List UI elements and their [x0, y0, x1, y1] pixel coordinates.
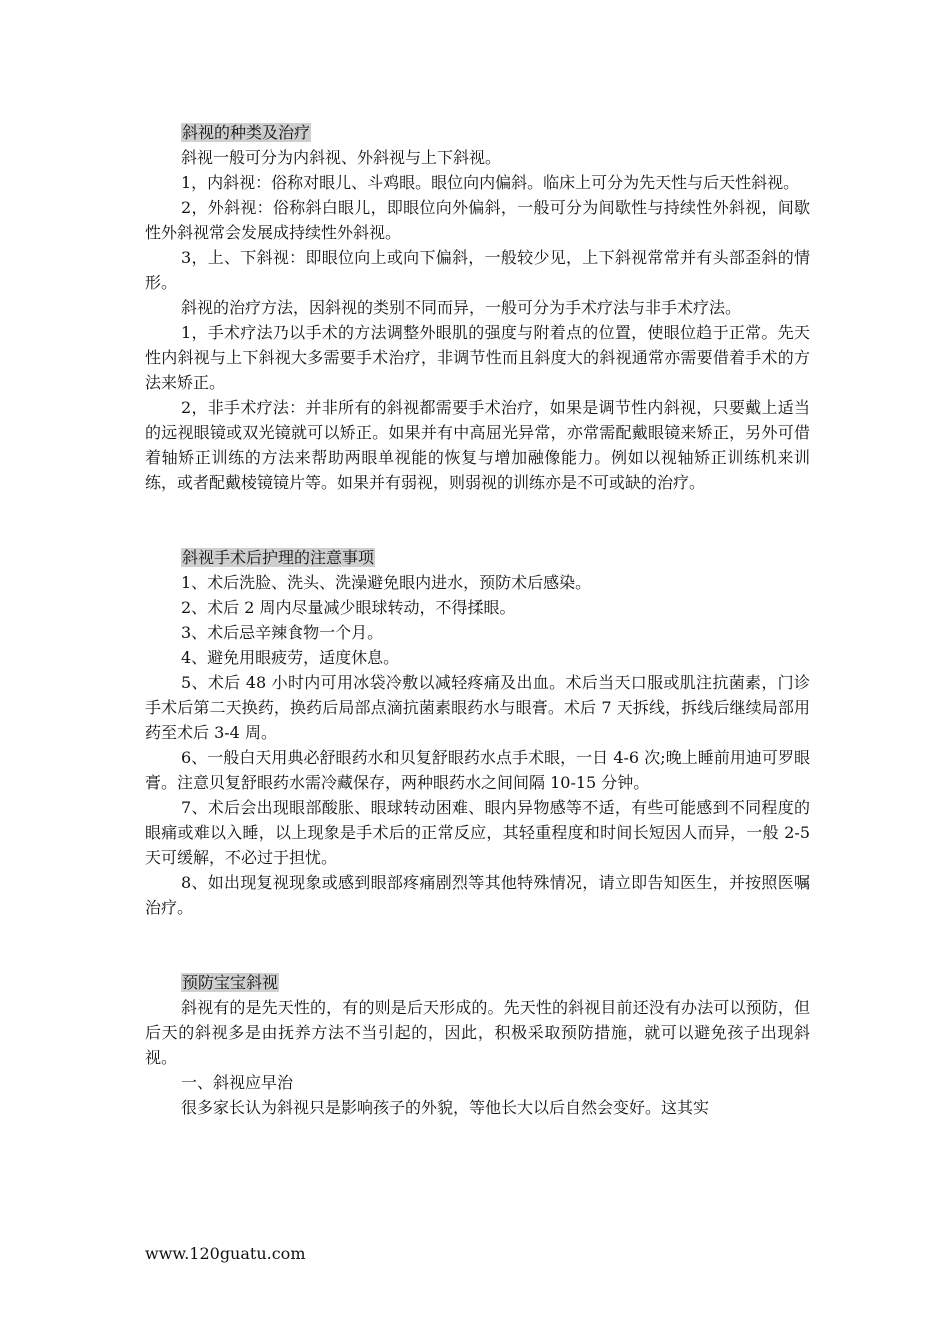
section-spacer: [145, 920, 810, 970]
section-heading: 斜视手术后护理的注意事项: [182, 548, 375, 567]
paragraph: 斜视的治疗方法，因斜视的类别不同而异，一般可分为手术疗法与非手术疗法。: [181, 298, 742, 317]
section-spacer: [145, 495, 810, 545]
paragraph: 3，上、下斜视：即眼位向上或向下偏斜，一般较少见，上下斜视常常并有头部歪斜的情形。: [145, 248, 810, 292]
paragraph: 2，外斜视：俗称斜白眼儿，即眼位向外偏斜，一般可分为间歇性与持续性外斜视，间歇性外斜视常会发展成持续性外斜视。: [145, 198, 810, 242]
section-prevent-baby-strabismus: [145, 970, 810, 1120]
section-strabismus-types: [145, 120, 810, 495]
paragraph: 8、如出现复视现象或感到眼部疼痛剧烈等其他特殊情况，请立即告知医生，并按照医嘱治疗。: [145, 873, 810, 917]
paragraph: 1、术后洗脸、洗头、洗澡避免眼内进水，预防术后感染。: [181, 573, 592, 592]
paragraph: 2，非手术疗法：并非所有的斜视都需要手术治疗，如果是调节性内斜视，只要戴上适当的远视眼镜或双光镜就可以矫正。如果并有中高屈光异常，亦常需配戴眼镜来矫正，另外可借着轴矫正训练的方法来帮助两眼单视能的恢复与增加融像能力。例如以视轴矫正训练机来训练，或者配戴棱镜镜片等。如果并有弱视，则弱视的训练亦是不可或缺的治疗。: [145, 398, 810, 492]
paragraph: 一、斜视应早治: [181, 1073, 294, 1092]
paragraph: 5、术后 48 小时内可用冰袋冷敷以减轻疼痛及出血。术后当天口服或肌注抗菌素，门诊手术后第二天换药，换药后局部点滴抗菌素眼药水与眼膏。术后 7 天拆线，拆线后继续局部用药至术后 3-4 周。: [145, 673, 810, 742]
paragraph: 斜视一般可分为内斜视、外斜视与上下斜视。: [181, 148, 502, 167]
paragraph: 斜视有的是先天性的，有的则是后天形成的。先天性的斜视目前还没有办法可以预防，但后天的斜视多是由抚养方法不当引起的，因此，积极采取预防措施，就可以避免孩子出现斜视。: [145, 998, 810, 1067]
document-body: [145, 120, 810, 1120]
paragraph: 6、一般白天用典必舒眼药水和贝复舒眼药水点手术眼，一日 4-6 次;晚上睡前用迪可罗眼膏。注意贝复舒眼药水需冷藏保存，两种眼药水之间间隔 10-15 分钟。: [145, 748, 810, 792]
paragraph: 1，手术疗法乃以手术的方法调整外眼肌的强度与附着点的位置，使眼位趋于正常。先天性内斜视与上下斜视大多需要手术治疗，非调节性而且斜度大的斜视通常亦需要借着手术的方法来矫正。: [145, 323, 810, 392]
section-heading: 斜视的种类及治疗: [182, 123, 311, 142]
paragraph: 1，内斜视：俗称对眼儿、斗鸡眼。眼位向内偏斜。临床上可分为先天性与后天性斜视。: [181, 173, 800, 192]
paragraph: 很多家长认为斜视只是影响孩子的外貌，等他长大以后自然会变好。这其实: [181, 1098, 710, 1117]
section-post-surgery-care: [145, 545, 810, 920]
paragraph: 4、避免用眼疲劳，适度休息。: [181, 648, 400, 667]
footer-url: www.120guatu.com: [145, 1244, 306, 1263]
paragraph: 7、术后会出现眼部酸胀、眼球转动困难、眼内异物感等不适，有些可能感到不同程度的眼痛或难以入睡，以上现象是手术后的正常反应，其轻重程度和时间长短因人而异，一般 2-5 天可缓解，不必过于担忧。: [145, 798, 810, 867]
paragraph: 3、术后忌辛辣食物一个月。: [181, 623, 384, 642]
section-heading: 预防宝宝斜视: [182, 973, 279, 992]
paragraph: 2、术后 2 周内尽量减少眼球转动，不得揉眼。: [181, 598, 516, 617]
